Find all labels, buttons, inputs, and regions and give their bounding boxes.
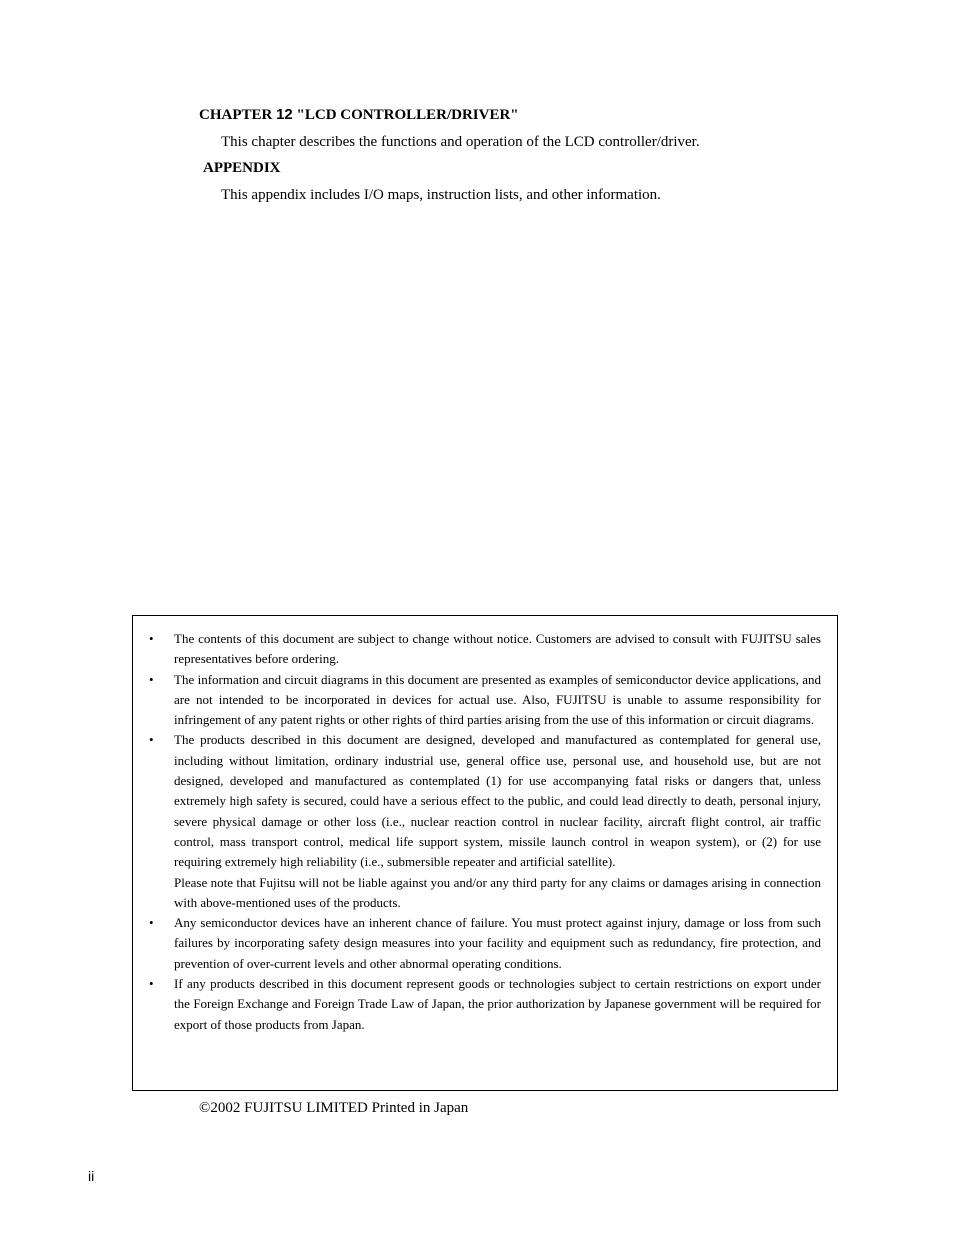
page-number: ii bbox=[88, 1168, 95, 1184]
chapter-heading bbox=[199, 106, 519, 124]
appendix-heading: APPENDIX bbox=[203, 160, 281, 176]
bullet-icon: • bbox=[149, 671, 154, 687]
chapter-heading-title: "LCD CONTROLLER/DRIVER" bbox=[292, 107, 519, 123]
bullet-icon: • bbox=[149, 732, 154, 748]
bullet-icon: • bbox=[149, 976, 154, 992]
bullet-icon: • bbox=[149, 631, 154, 646]
copyright-notice: ©2002 FUJITSU LIMITED Printed in Japan bbox=[199, 1100, 469, 1116]
notice-paragraph: Any semiconductor devices have an inherent chance of failure. You must protect against injury, damage or loss from such failures by incorporating safety design measures into your facility and equipment such as redundancy, fire protection, and prevention of over-current levels and other abnormal operating conditions. bbox=[174, 915, 821, 971]
notice-paragraph: If any products described in this document represent goods or technologies subject to certain restrictions on export under the Foreign Exchange and Foreign Trade Law of Japan, the prior authorization by Japanese government will be required for export of those products from Japan. bbox=[174, 976, 821, 1032]
notice-item bbox=[149, 913, 821, 974]
appendix-description: This appendix includes I/O maps, instruction lists, and other information. bbox=[221, 187, 661, 203]
notice-item bbox=[149, 670, 821, 731]
chapter-description: This chapter describes the functions and operation of the LCD controller/driver. bbox=[221, 134, 700, 150]
notice-box bbox=[132, 615, 838, 1091]
notice-paragraph: Please note that Fujitsu will not be liable against you and/or any third party for any claims or damages arising in connection with above-mentioned uses of the products. bbox=[174, 874, 821, 910]
notice-list bbox=[149, 629, 821, 1035]
chapter-heading-number: 12 bbox=[276, 106, 293, 123]
notice-item bbox=[149, 974, 821, 1035]
bullet-icon: • bbox=[149, 915, 154, 931]
notice-item bbox=[149, 730, 821, 913]
notice-item bbox=[149, 629, 821, 670]
notice-paragraph: The contents of this document are subject to change without notice. Customers are advised to consult with FUJITSU sales representatives before ordering. bbox=[174, 631, 821, 667]
chapter-heading-prefix: CHAPTER bbox=[199, 107, 277, 123]
notice-paragraph: The information and circuit diagrams in this document are presented as examples of semiconductor device applications, and are not intended to be incorporated in devices for actual use. Also, FUJITSU is unable to assume responsibility for infringement of any patent rights or other rights of third parties arising from the use of this information or circuit diagrams. bbox=[174, 671, 821, 728]
notice-paragraph: The products described in this document are designed, developed and manufactured as contemplated for general use, including without limitation, ordinary industrial use, general office use, personal use, and household use, but are not designed, developed and manufactured as contemplated (1) for use accompanying fatal risks or dangers that, unless extremely high safety is secured, could have a serious effect to the public, and could lead directly to death, personal injury, severe physical damage or other loss (i.e., nuclear reaction control in nuclear facility, aircraft flight control, air traffic control, mass transport control, medical life support system, missile launch control in weapon system), or (2) for use requiring extremely high reliability (i.e., submersible repeater and artificial satellite). bbox=[174, 732, 821, 870]
